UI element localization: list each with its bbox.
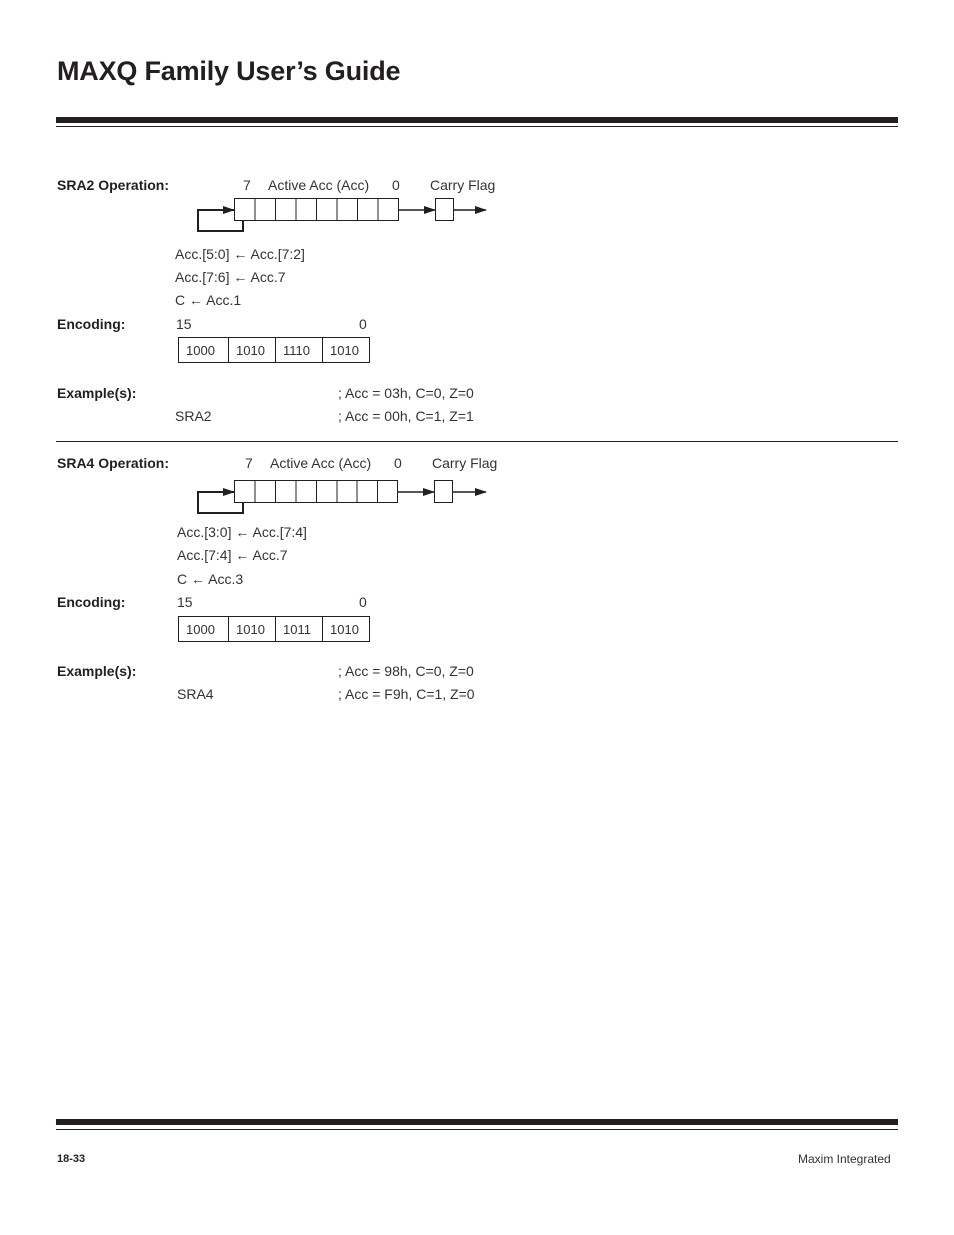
operation-label: SRA2 Operation: xyxy=(57,177,170,193)
example-instruction: SRA4 xyxy=(177,686,214,702)
sra4-shift-diagram xyxy=(190,472,500,522)
encoding-nibble: 1010 xyxy=(229,338,276,363)
operation-line: Acc.[7:4] ← Acc.7 xyxy=(177,547,288,563)
header-rule-thick xyxy=(56,117,898,123)
encoding-bit-high: 15 xyxy=(177,594,193,610)
encoding-nibble: 1011 xyxy=(276,617,323,642)
operation-line: Acc.[5:0] ← Acc.[7:2] xyxy=(175,246,305,262)
example-comment: ; Acc = F9h, C=1, Z=0 xyxy=(338,686,475,702)
example-comment: ; Acc = 98h, C=0, Z=0 xyxy=(338,663,474,679)
bit-low-label: 0 xyxy=(392,177,400,193)
header-rule-thin xyxy=(56,126,898,127)
page-title: MAXQ Family User’s Guide xyxy=(57,56,401,86)
bit-high-label: 7 xyxy=(245,455,253,471)
example-comment: ; Acc = 00h, C=1, Z=1 xyxy=(338,408,474,424)
encoding-nibble: 1010 xyxy=(229,617,276,642)
encoding-bit-low: 0 xyxy=(359,594,367,610)
footer-rule-thick xyxy=(56,1119,898,1125)
accumulator-register xyxy=(235,199,399,221)
encoding-bit-low: 0 xyxy=(359,316,367,332)
encoding-nibble: 1000 xyxy=(179,338,229,363)
encoding-nibble: 1010 xyxy=(323,338,370,363)
carry-flag-box xyxy=(435,481,453,503)
encoding-table xyxy=(178,616,370,642)
operation-line: C ← Acc.3 xyxy=(177,571,244,587)
carry-flag-label: Carry Flag xyxy=(432,455,498,471)
sra2-shift-diagram xyxy=(190,190,500,240)
page-number: 18-33 xyxy=(57,1153,86,1165)
carry-flag-label: Carry Flag xyxy=(430,177,496,193)
register-label: Active Acc (Acc) xyxy=(268,177,370,193)
bit-high-label: 7 xyxy=(243,177,251,193)
operation-line: C ← Acc.1 xyxy=(175,292,242,308)
register-label: Active Acc (Acc) xyxy=(270,455,372,471)
section-divider xyxy=(56,441,898,442)
operation-label: SRA4 Operation: xyxy=(57,455,170,471)
bit-low-label: 0 xyxy=(394,455,402,471)
footer-brand: Maxim Integrated xyxy=(798,1152,891,1166)
accumulator-register xyxy=(235,481,398,503)
encoding-nibble: 1000 xyxy=(179,617,229,642)
footer-rule-thin xyxy=(56,1129,898,1130)
example-instruction: SRA2 xyxy=(175,408,212,424)
operation-line: Acc.[3:0] ← Acc.[7:4] xyxy=(177,524,307,540)
encoding-nibble: 1010 xyxy=(323,617,370,642)
example-comment: ; Acc = 03h, C=0, Z=0 xyxy=(338,385,474,401)
encoding-label: Encoding: xyxy=(57,594,126,610)
examples-label: Example(s): xyxy=(57,385,137,401)
encoding-nibble: 1110 xyxy=(276,338,323,363)
carry-flag-box xyxy=(436,199,454,221)
encoding-table xyxy=(178,337,370,363)
encoding-label: Encoding: xyxy=(57,316,126,332)
examples-label: Example(s): xyxy=(57,663,137,679)
operation-line: Acc.[7:6] ← Acc.7 xyxy=(175,269,286,285)
encoding-bit-high: 15 xyxy=(176,316,192,332)
